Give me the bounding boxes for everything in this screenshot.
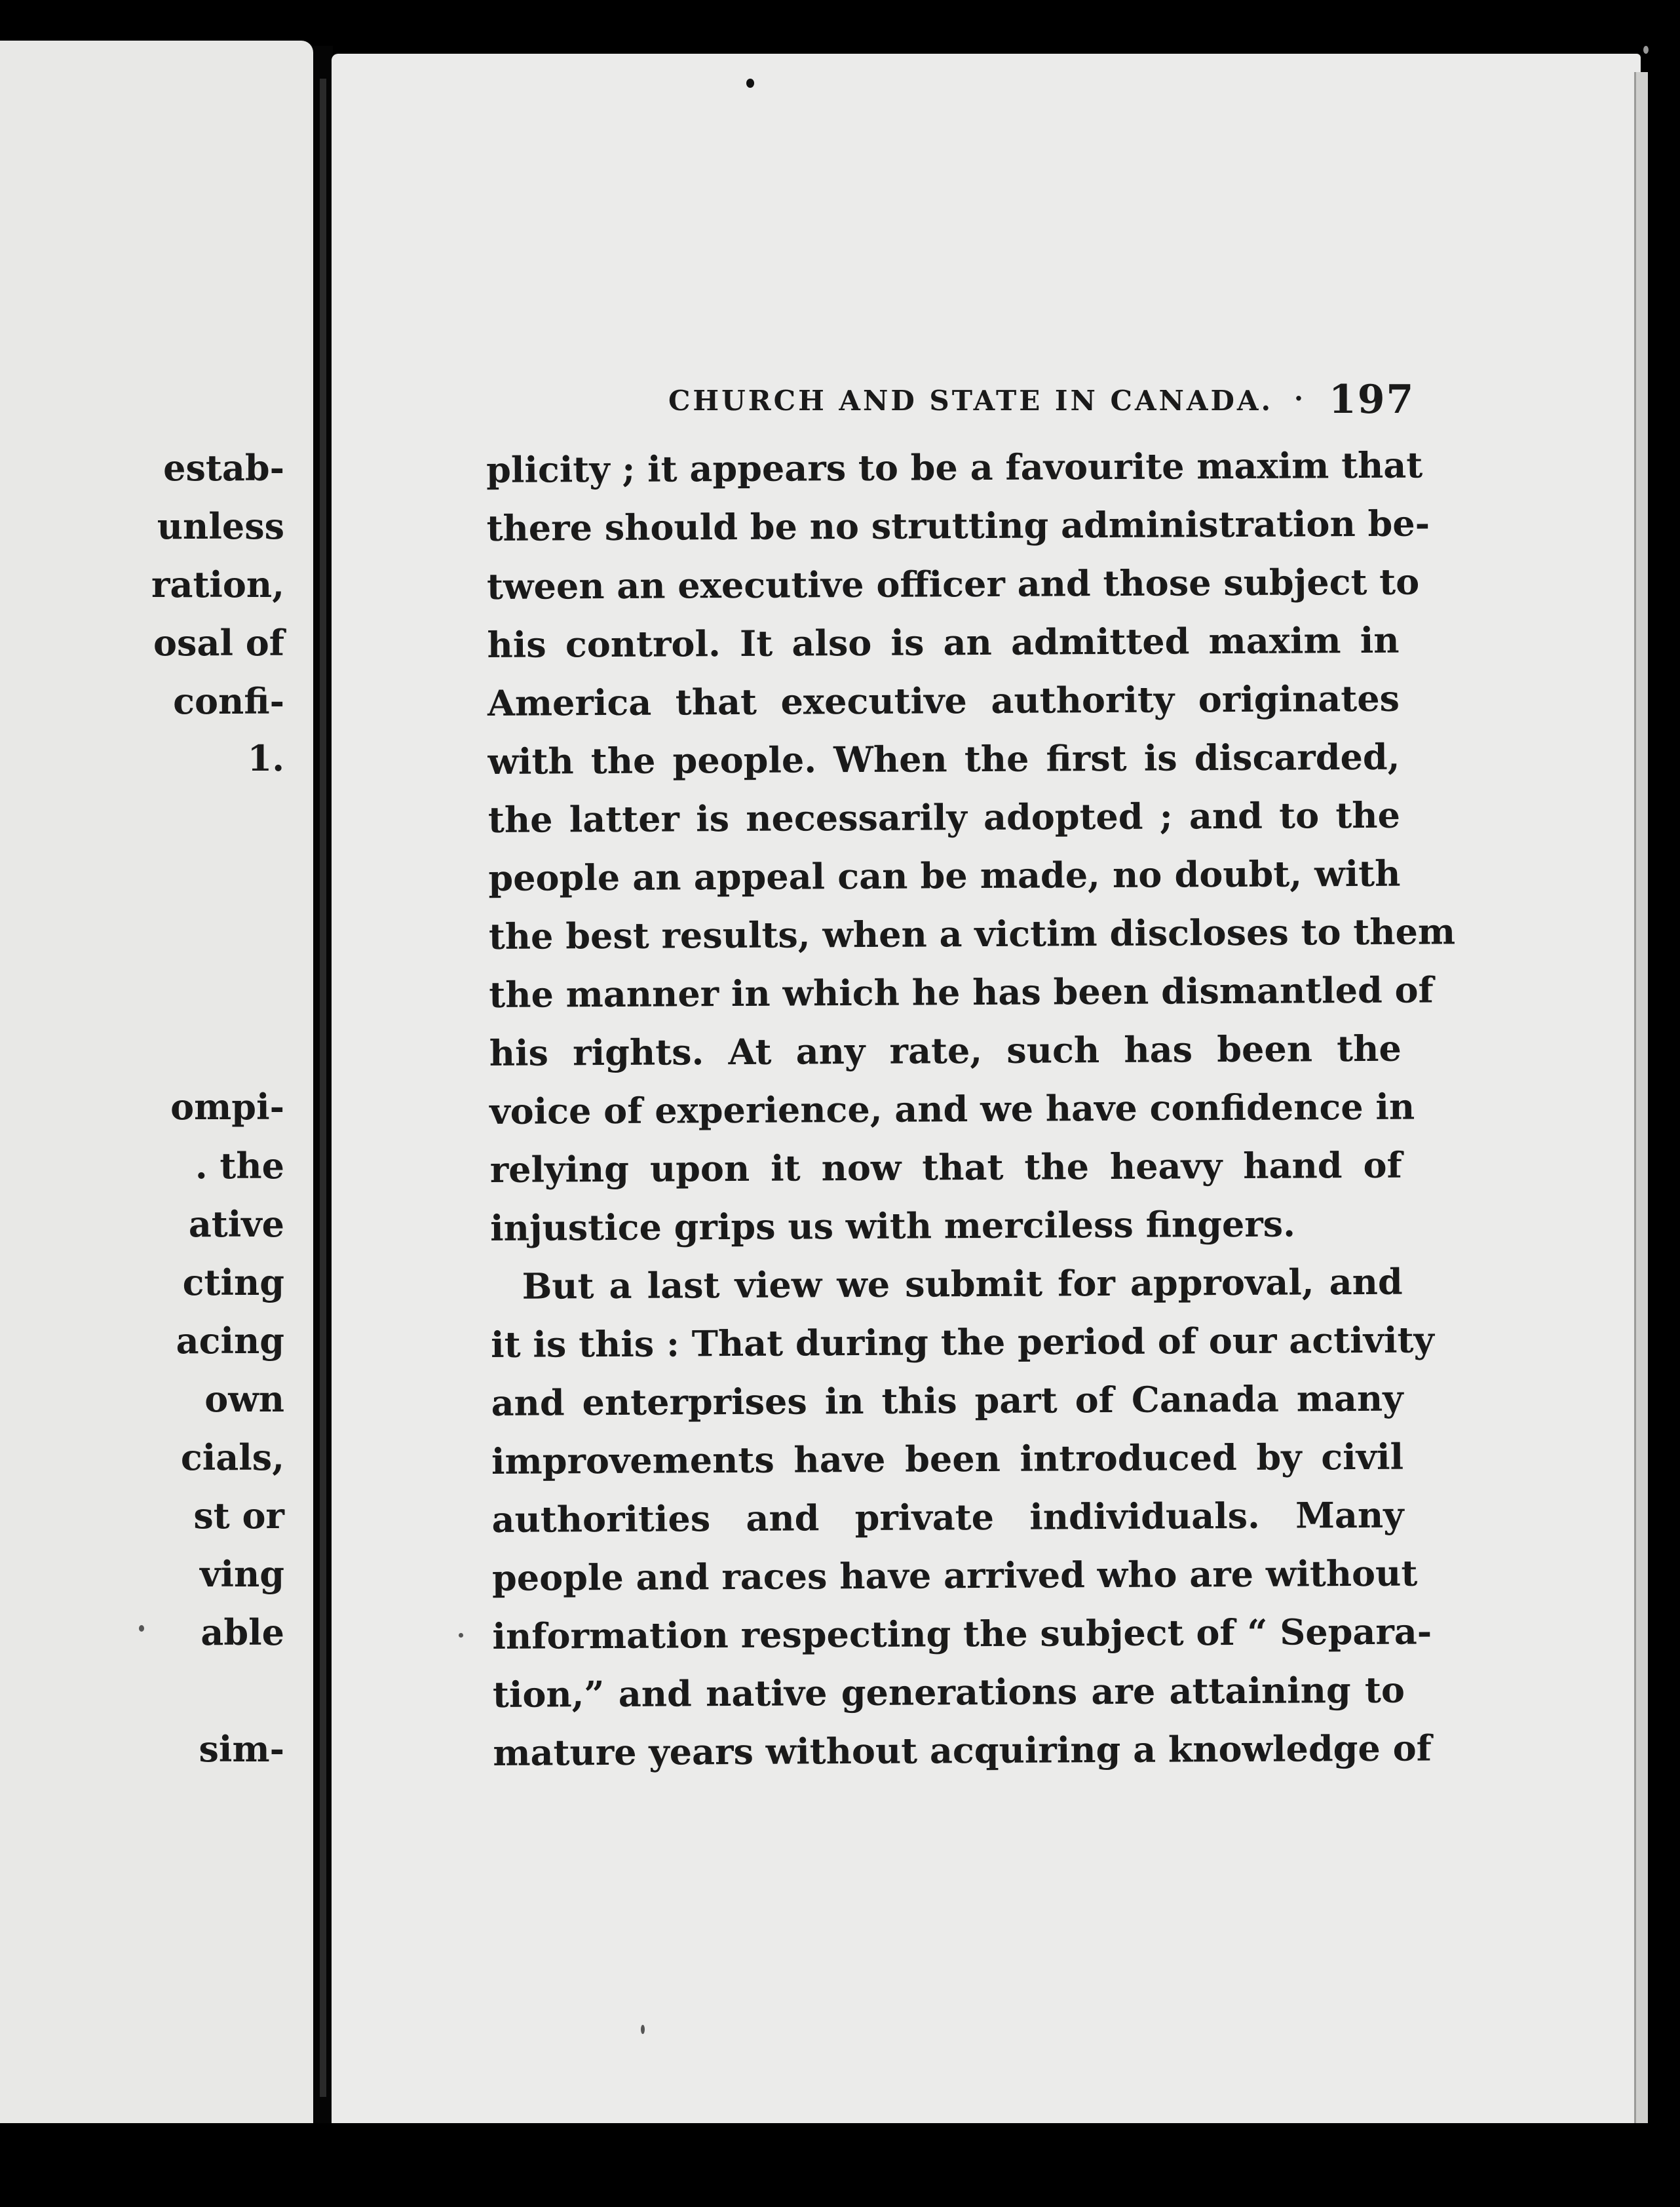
text-line: authorities and private individuals. Many (491, 1493, 1404, 1541)
text-line: plicity ; it appears to be a favourite maxim that (486, 444, 1423, 491)
text-line: injustice grips us with merciless fingers. (490, 1202, 1296, 1249)
text-line: mature years without acquiring a knowledge of (493, 1727, 1432, 1774)
left-fragment: . the (195, 1145, 284, 1187)
text-line: and enterprises in this part of Canada many (491, 1377, 1403, 1424)
body-text (486, 444, 1456, 1774)
page-number: 197 (1329, 377, 1415, 423)
text-line: people an appeal can be made, no doubt, with (488, 852, 1401, 899)
left-page (0, 41, 313, 2124)
paper-speck (1643, 46, 1649, 54)
running-head (668, 377, 1415, 429)
text-line: his control. It also is an admitted maxim in (487, 619, 1400, 666)
text-line: But a last view we submit for approval, and (522, 1260, 1403, 1307)
text-line: voice of experience, and we have confidence in (489, 1085, 1415, 1132)
text-line: there should be no strutting administration be- (486, 502, 1430, 549)
paper-speck (139, 1625, 144, 1632)
left-fragment: unless (157, 505, 284, 547)
running-head-title: CHURCH AND STATE IN CANADA. (668, 385, 1274, 417)
left-fragment: ompi- (170, 1086, 284, 1128)
left-fragment: ative (188, 1203, 284, 1245)
paper-speck (641, 2025, 645, 2034)
left-fragment: acing (176, 1320, 284, 1362)
text-line: relying upon it now that the heavy hand of (489, 1143, 1402, 1191)
scan-border-bottom (0, 2123, 1680, 2207)
running-head-separator: · (1294, 383, 1306, 414)
text-line: tion,” and native generations are attaining to (492, 1668, 1405, 1716)
left-fragment: able (200, 1611, 284, 1653)
text-line: information respecting the subject of “ Separa- (492, 1610, 1432, 1657)
left-fragment: cials, (180, 1436, 284, 1478)
text-line: the best results, when a victim discloses to them (488, 910, 1456, 957)
text-line: with the people. When the first is discarded, (487, 735, 1400, 782)
text-line: people and races have arrived who are without (491, 1552, 1418, 1599)
left-fragment: st or (193, 1495, 284, 1537)
left-fragment: 1. (247, 737, 284, 779)
left-fragment: estab- (163, 447, 284, 489)
left-fragment: ving (200, 1553, 284, 1595)
gutter-shadow (320, 79, 326, 2097)
paper-speck (459, 1633, 463, 1638)
text-line: his rights. At any rate, such has been the (489, 1027, 1402, 1074)
left-fragment: own (204, 1378, 284, 1420)
text-line: tween an executive officer and those subject to (486, 560, 1420, 607)
left-fragment: ration, (151, 564, 284, 605)
text-line: improvements have been introduced by civil (491, 1435, 1404, 1482)
text-line: the latter is necessarily adopted ; and to the (487, 794, 1401, 841)
text-line: the manner in which he has been dismantled of (489, 969, 1434, 1016)
ink-dot (746, 79, 754, 88)
left-fragment: sim- (199, 1728, 284, 1770)
left-fragment: confi- (173, 680, 284, 722)
left-fragment: cting (182, 1261, 284, 1303)
text-line: America that executive authority originates (487, 677, 1400, 724)
left-fragment: osal of (153, 622, 284, 664)
text-line: it is this : That during the period of our activity (490, 1318, 1435, 1366)
page-edge (1634, 72, 1648, 2149)
